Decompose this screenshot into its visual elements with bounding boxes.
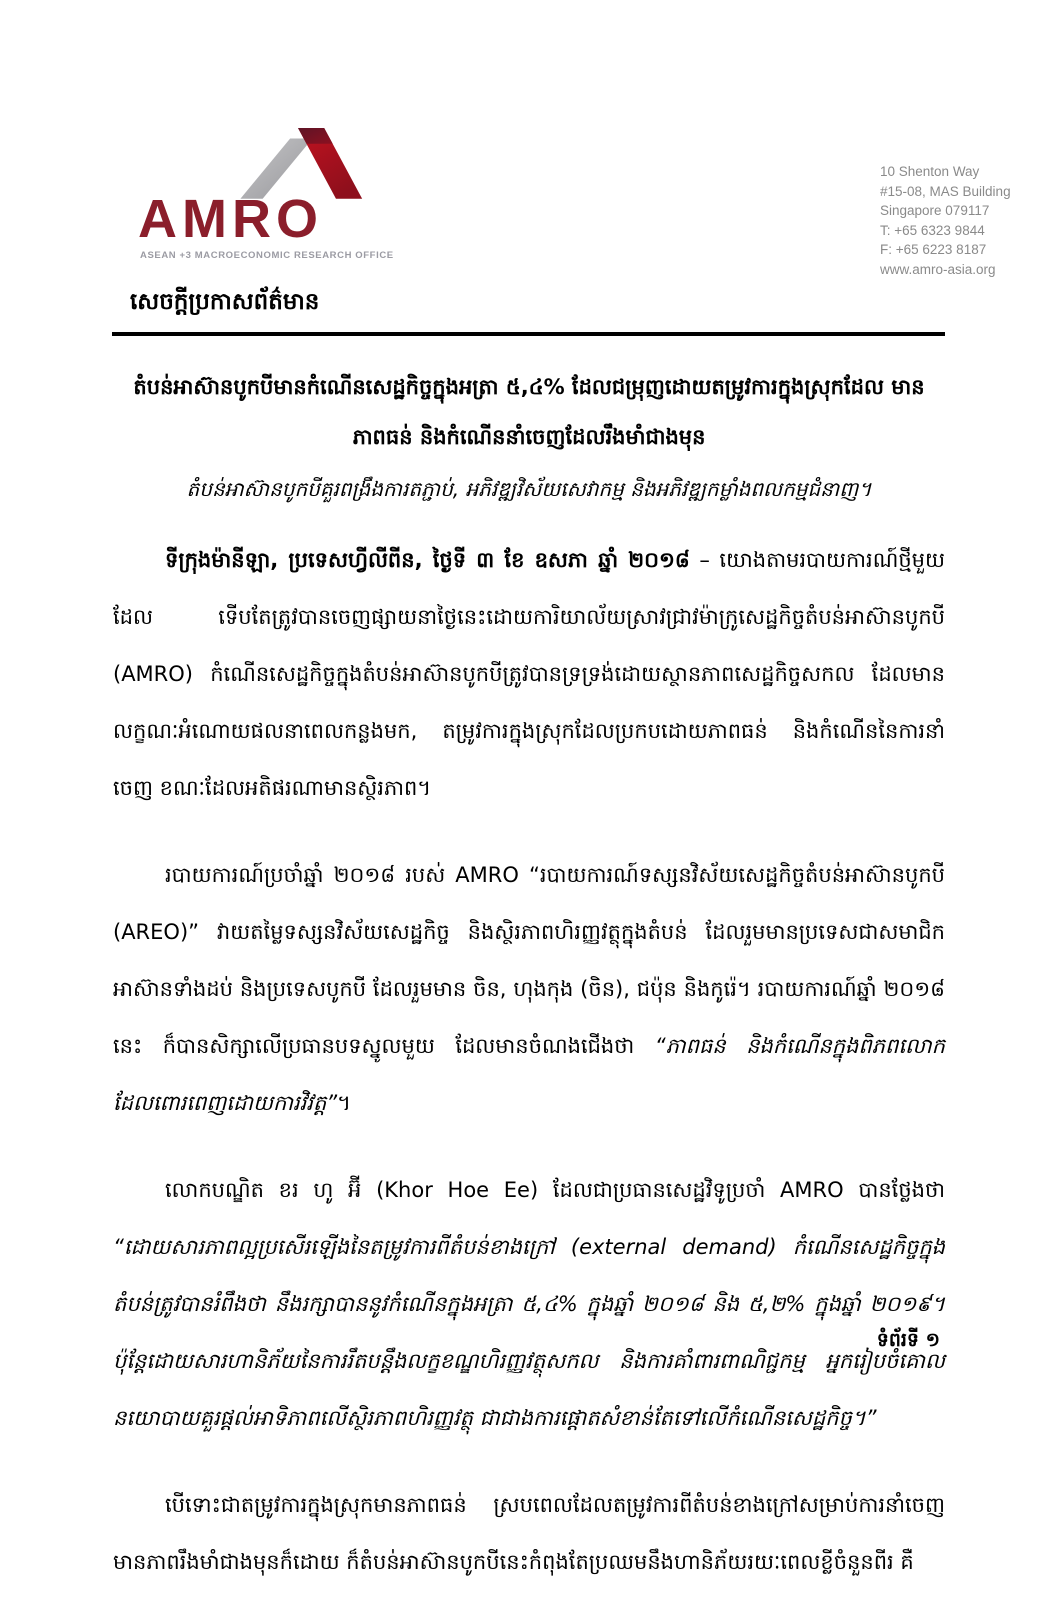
dateline: ទីក្រុងម៉ានីឡា, ប្រទេសហ្វីលីពីន, ថ្ងៃទី ៣ ខែ ឧសភា ឆ្នាំ ២០១៨ [165,548,690,572]
header-divider [112,332,945,336]
document-subtitle: តំបន់អាស៊ានបូកបីគួរពង្រឹងការតភ្ជាប់, អភិវឌ្ឍវិស័យសេវាកម្ម និងអភិវឌ្ឍកម្លាំងពលកម្មជំនាញ។ [186,477,872,501]
paragraph-1 [113,532,945,817]
address-line: 10 Shenton Way [880,164,980,179]
address-line: Singapore 079117 [880,203,990,218]
fax-line: F: +65 6223 8187 [880,242,987,257]
paragraph-2-end: ។ [337,1091,352,1115]
paragraph-3 [113,1162,945,1447]
amro-logo [138,128,398,273]
document-title: តំបន់អាស៊ានបូកបីមានកំណើនសេដ្ឋកិច្ចក្នុងអត្រា ៥,៤% ដែលជម្រុញដោយតម្រូវការក្នុងស្រុកដែល មានភាពធន់ និងកំណើននាំចេញដែលរឹងមាំជាងមុន [133,375,925,449]
address-line: #15-08, MAS Building [880,183,1011,199]
paragraph-4-text: បើទោះជាតម្រូវការក្នុងស្រុកមានភាពធន់ ស្របពេលដែលតម្រូវការពីតំបន់ខាងក្រៅសម្រាប់ការនាំចេញ មានភាពរឹងមាំជាងមុនក៏ដោយ ក៏តំបន់អាស៊ានបូកបីនេះកំពុងតែប្រឈមនឹងហានិភ័យរយៈពេលខ្លីចំនួនពីរ គឺ [113,1493,945,1574]
page-number: ទំព័រទី ១ [876,1329,940,1351]
press-release-label: សេចក្តីប្រកាសព័ត៌មាន [130,289,320,315]
paragraph-3-text: លោកបណ្ឌិត ខរ ហូ អ៊ី (Khor Hoe Ee) ដែលជាប្រធានសេដ្ឋវិទូប្រចាំ AMRO បានថ្លែងថា [165,1178,945,1202]
website-link[interactable]: www.amro-asia.org [880,261,996,277]
page-header [0,0,1058,280]
paragraph-4 [113,1477,945,1591]
paragraph-1-text: – យោងតាមរបាយការណ៍ថ្មីមួយដែល ទើបតែត្រូវបានចេញផ្សាយនាថ្ងៃនេះដោយការិយាល័យស្រាវជ្រាវម៉ាក្រូសេដ្ឋកិច្ចតំបន់អាស៊ានបូកបី (AMRO) កំណើនសេដ្ឋកិច្ចក្នុងតំបន់អាស៊ានបូកបីត្រូវបានទ្រទ្រង់ដោយស្ថានភាពសេដ្ឋកិច្ចសកល ដែលមានលក្ខណៈអំណោយផលនាពេលកន្លងមក, តម្រូវការក្នុងស្រុកដែលប្រកបដោយភាពធន់ និងកំណើននៃការនាំចេញ ខណៈដែលអតិផរណាមានស្ថិរភាព។ [113,548,946,800]
report-theme-quote: “ភាពធន់ និងកំណើនក្នុងពិភពលោកដែលពោរពេញដោយការវិវត្ត” [113,1034,946,1115]
document-body [113,532,945,1621]
contact-block [880,162,1011,279]
amro-tagline: ASEAN +3 MACROECONOMIC RESEARCH OFFICE [140,250,394,261]
amro-wordmark: AMRO [138,189,323,249]
phone-line: T: +65 6323 9844 [880,222,985,238]
paragraph-2 [113,847,945,1132]
paragraph-2-text: របាយការណ៍ប្រចាំឆ្នាំ ២០១៨ របស់ AMRO “របាយការណ៍ទស្សនវិស័យសេដ្ឋកិច្ចតំបន់អាស៊ានបូកបី (AREO)” វាយតម្លៃទស្សនវិស័យសេដ្ឋកិច្ច និងស្ថិរភាពហិរញ្ញវត្ថុក្នុងតំបន់ ដែលរួមមានប្រទេសជាសមាជិកអាស៊ានទាំងដប់ និងប្រទេសបូកបី ដែលរួមមាន ចិន, ហុងកុង (ចិន), ជប៉ុន និងកូរ៉េ។ របាយការណ៍ឆ្នាំ ២០១៨ នេះ ក៏បានសិក្សាលើប្រធានបទស្នូលមួយ ដែលមានចំណងជើងថា [113,863,945,1058]
chief-economist-quote: “ដោយសារភាពល្អប្រសើរឡើងនៃតម្រូវការពីតំបន់ខាងក្រៅ (external demand) កំណើនសេដ្ឋកិច្ចក្នុងតំបន់ត្រូវបានរំពឹងថា នឹងរក្សាបាននូវកំណើនក្នុងអត្រា ៥,៤% ក្នុងឆ្នាំ ២០១៨ និង ៥,២% ក្នុងឆ្នាំ ២០១៩។ ប៉ុន្តែដោយសារហានិភ័យនៃការរឹតបន្តឹងលក្ខខណ្ឌហិរញ្ញវត្ថុសកល និងការគាំពារពាណិជ្ជកម្ម អ្នករៀបចំគោលនយោបាយគួរផ្តល់អាទិភាពលើស្ថិរភាពហិរញ្ញវត្ថុ ជាជាងការផ្តោតសំខាន់តែទៅលើកំណើនសេដ្ឋកិច្ច។” [113,1235,945,1430]
